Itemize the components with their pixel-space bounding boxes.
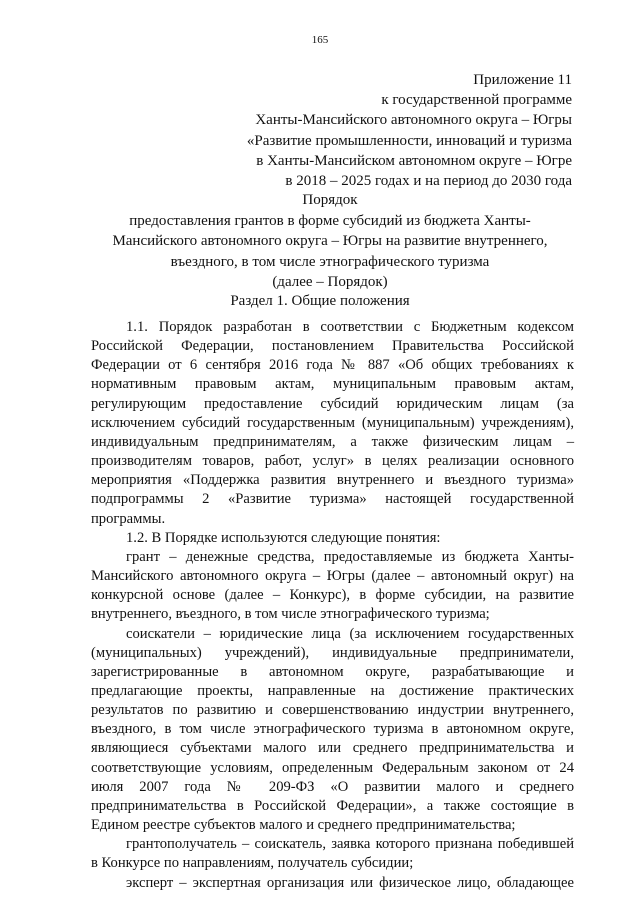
appendix-line: «Развитие промышленности, инноваций и туризма (246, 132, 572, 149)
section-heading: Раздел 1. Общие положения (230, 293, 410, 309)
document-title (90, 190, 570, 293)
page-number: 165 (311, 34, 329, 46)
title-line: Порядок (302, 192, 358, 208)
appendix-line: к государственной программе (381, 92, 572, 109)
body-text (91, 318, 574, 893)
paragraph-1-2: 1.2. В Порядке используются следующие понятия: (126, 529, 441, 546)
definition-grant: грант – денежные средства, предоставляемые из бюджета Ханты-Мансийского автономного округа – Югры (далее – автономный округ) на конкурсной основе (далее – Конкурс), в форме субсидии, на развитие внутреннего, въездного, в том числе этнографического туризма; (91, 548, 574, 623)
title-line: (далее – Порядок) (272, 274, 388, 290)
title-line: Мансийского автономного округа – Югры на развитие внутреннего, (112, 233, 548, 249)
definition-applicants: соискатели – юридические лица (за исключением государственных (муниципальных) учреждений), индивидуальные предприниматели, зарегистрированные в автономном округе, разрабатывающие и предлагающие проекты, направленные на достижение практических результатов по развитию и совершенствованию индустрии внутреннего, въездного, в том числе этнографического туризма в автономном округе, являющиеся субъектами малого или среднего предпринимательства и соответствующие условиям, определенным Федеральным законом от 24 июля 2007 года № 209-ФЗ «О развитии малого и среднего предпринимательства в Российской Федерации», а также состоящие в Едином реестре субъектов малого и среднего предпринимательства; (91, 625, 574, 834)
paragraph-1-1: 1.1. Порядок разработан в соответствии с Бюджетным кодексом Российской Федерации, постановлением Правительства Российской Федерации от 6 сентября 2016 года № 887 «Об общих требованиях к нормативным правовым актам, муниципальным правовым актам, регулирующим предоставление субсидий юридическим лицам (за исключением субсидий государственным (муниципальным) учреждениям), индивидуальным предпринимателям, а также физическим лицам – производителям товаров, работ, услуг» в целях реализации основного мероприятия «Поддержка развития внутреннего и въездного туризма» подпрограммы 2 «Развитие туризма» настоящей государственной программы. (91, 319, 574, 527)
appendix-line: Приложение 11 (473, 72, 572, 88)
appendix-line: в Ханты-Мансийском автономном округе – Югре (256, 152, 572, 169)
title-line: предоставления грантов в форме субсидий из бюджета Ханты- (129, 212, 531, 229)
appendix-line: Ханты-Мансийского автономного округа – Югры (255, 112, 572, 129)
definition-grantee: грантополучатель – соискатель, заявка которого признана победившей в Конкурсе по направлениям, получатель субсидии; (91, 836, 574, 872)
appendix-line: в 2018 – 2025 годах и на период до 2030 года (285, 173, 572, 190)
title-line: въездного, в том числе этнографического туризма (170, 253, 490, 270)
definition-expert: эксперт – экспертная организация или физическое лицо, обладающее (126, 874, 574, 891)
appendix-header (172, 70, 572, 191)
